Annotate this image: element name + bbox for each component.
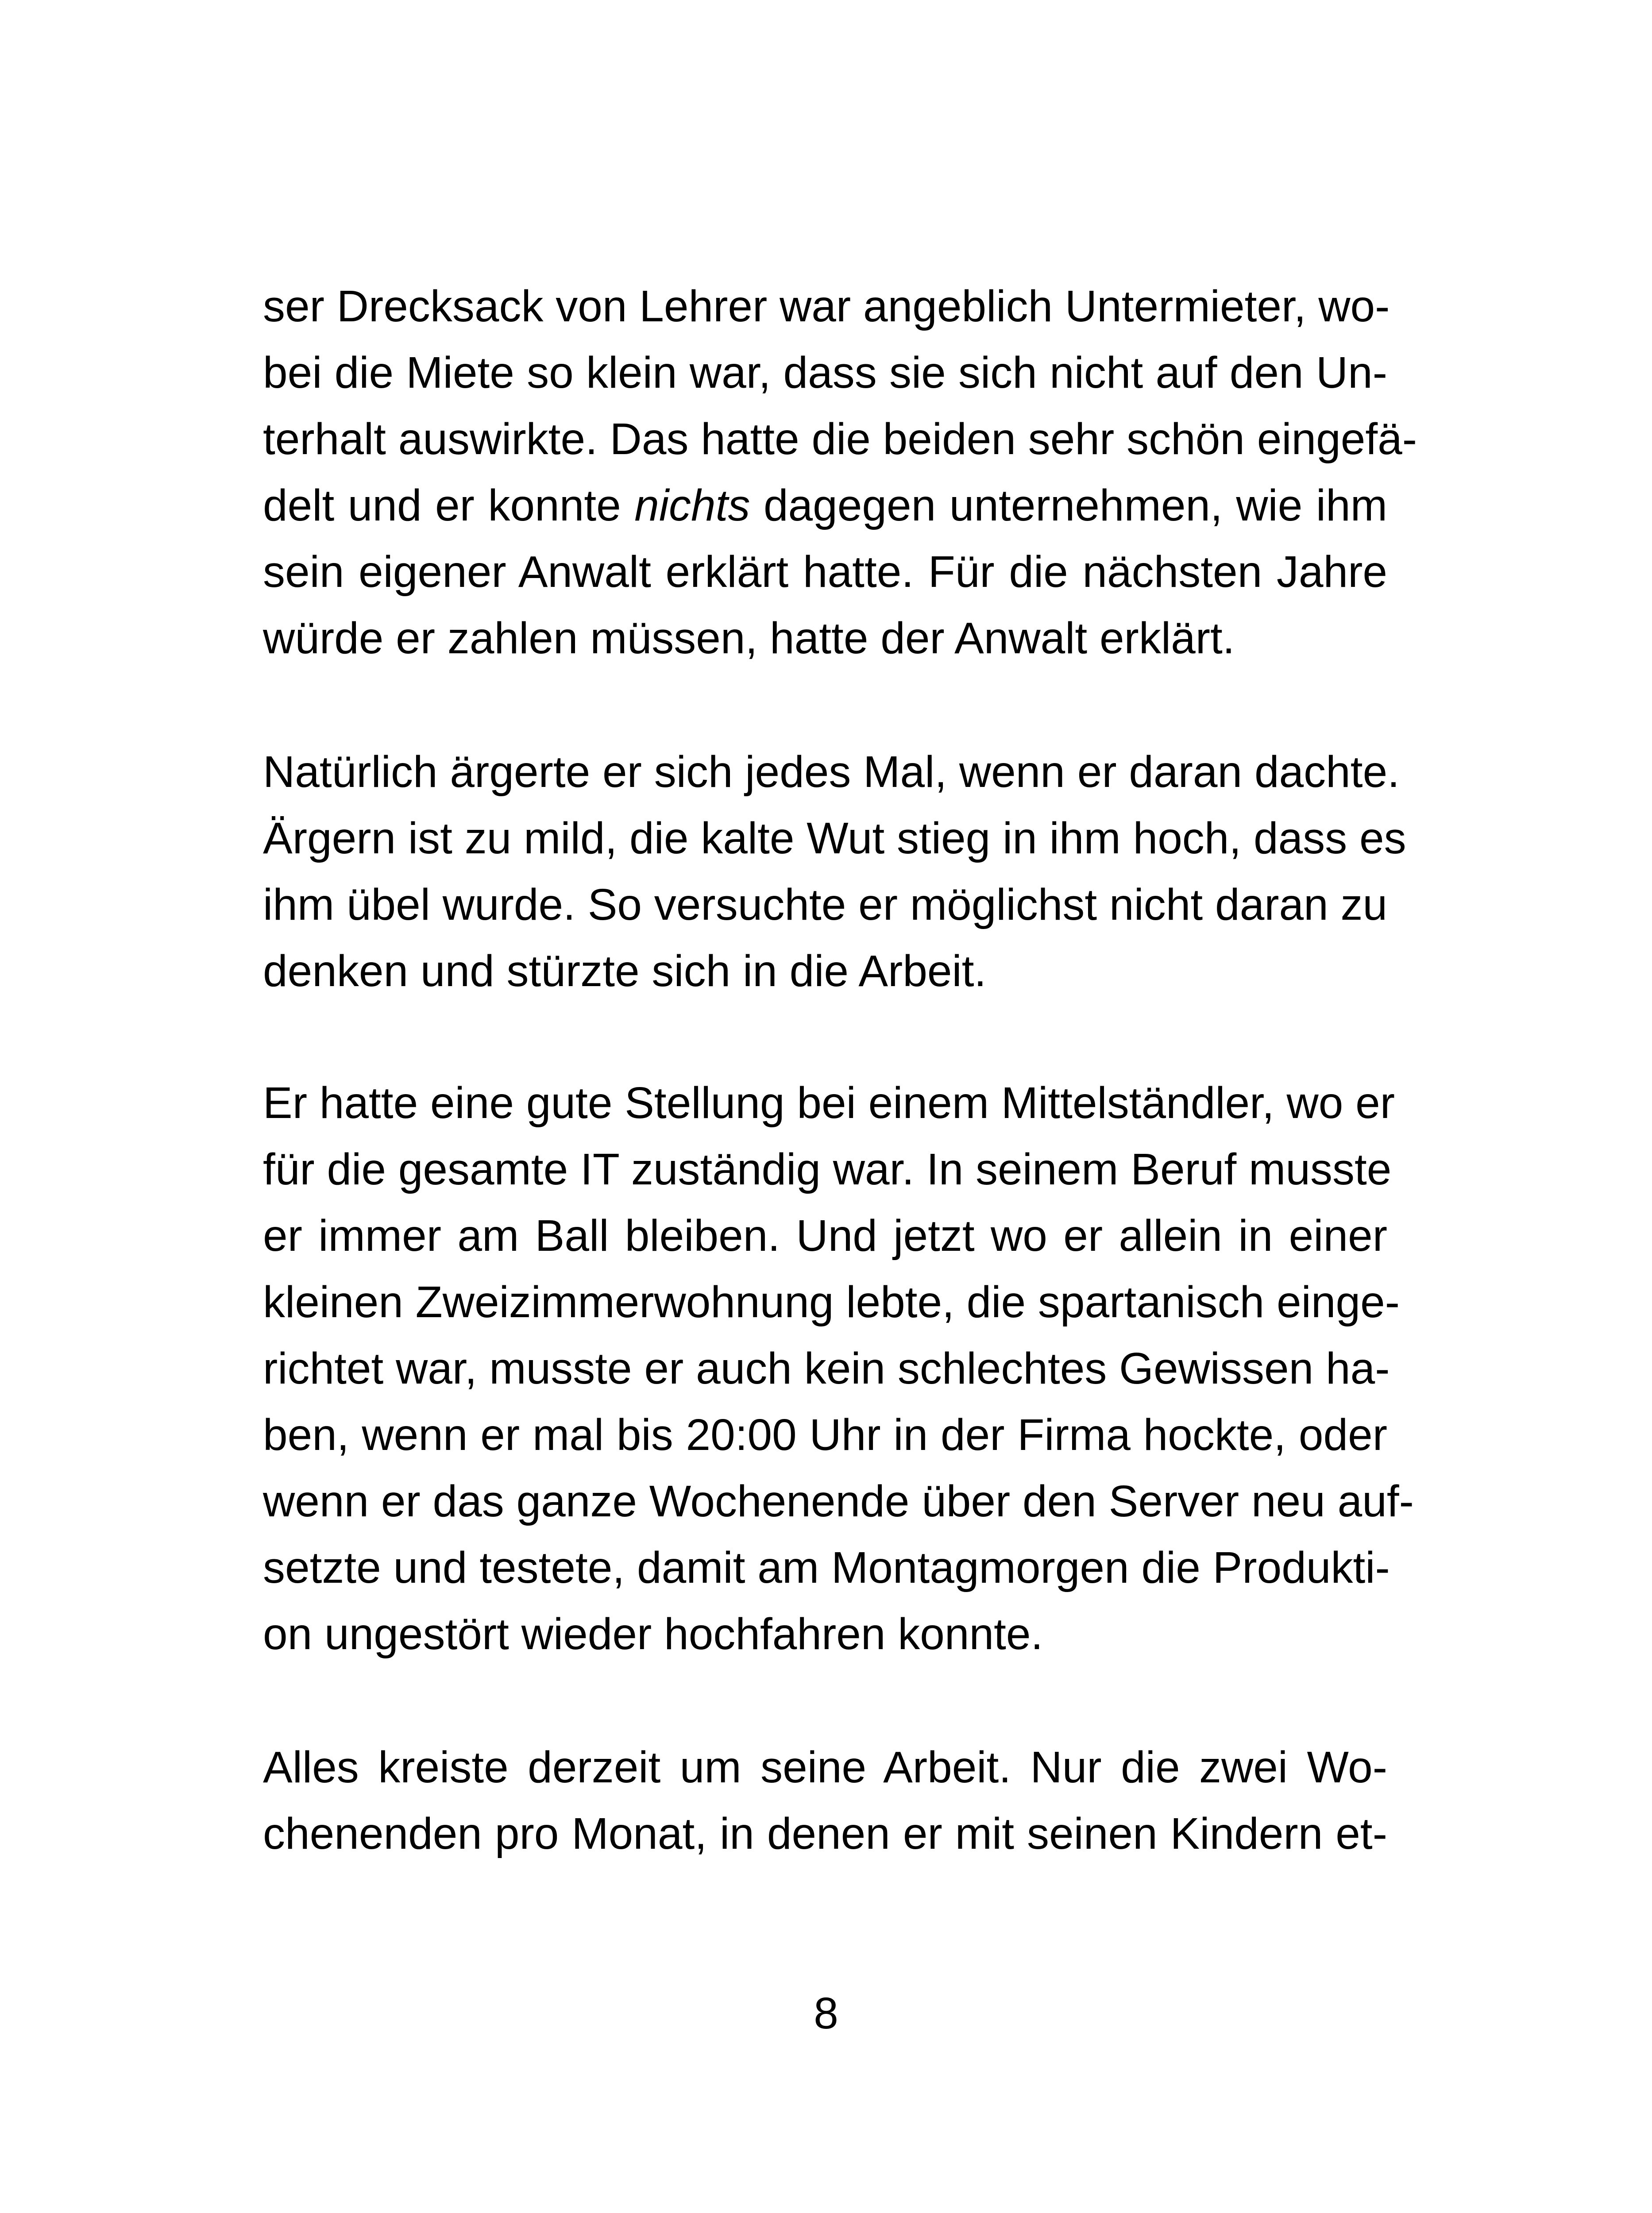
paragraph-2 [263, 739, 1406, 1004]
text-line: Natürlich ärgerte er sich jedes Mal, wenn er daran dachte. [263, 747, 1400, 797]
paragraph-4 [263, 1734, 1387, 1867]
page-number: 8 [814, 1989, 838, 2038]
text-line: er immer am Ball bleiben. Und jetzt wo er allein in einer [263, 1211, 1387, 1261]
text-line: setzte und testete, damit am Montagmorgen die Produkti- [263, 1543, 1390, 1592]
text-line: denken und stürzte sich in die Arbeit. [263, 946, 987, 996]
text-line: kleinen Zweizimmerwohnung lebte, die spartanisch einge- [263, 1277, 1400, 1327]
text-line: bei die Miete so klein war, dass sie sich nicht auf den Un- [263, 348, 1387, 397]
text-line-with-emphasis [263, 472, 1387, 539]
paragraph-3 [263, 1070, 1414, 1667]
text-segment: delt und er konnte [263, 481, 635, 530]
text-line: Alles kreiste derzeit um seine Arbeit. Nur die zwei Wo- [263, 1743, 1387, 1792]
text-line: ben, wenn er mal bis 20:00 Uhr in der Firma hockte, oder [263, 1410, 1387, 1460]
paragraph-1 [263, 273, 1417, 671]
text-line: ser Drecksack von Lehrer war angeblich Untermieter, wo- [263, 281, 1390, 331]
text-line: richtet war, musste er auch kein schlechtes Gewissen ha- [263, 1344, 1390, 1393]
text-line: terhalt auswirkte. Das hatte die beiden sehr schön eingefä- [263, 414, 1417, 464]
text-line: chenenden pro Monat, in denen er mit seinen Kindern et- [263, 1809, 1387, 1858]
text-line: Ärgern ist zu mild, die kalte Wut stieg in ihm hoch, dass es [263, 813, 1406, 863]
text-line: sein eigener Anwalt erklärt hatte. Für die nächsten Jahre [263, 547, 1387, 597]
text-line: ihm übel wurde. So versuchte er möglichst nicht daran zu [263, 880, 1388, 929]
text-line: wenn er das ganze Wochenende über den Server neu auf- [263, 1477, 1414, 1526]
text-line: on ungestört wieder hochfahren konnte. [263, 1609, 1043, 1659]
emphasized-word: nichts [634, 481, 750, 530]
text-segment: dagegen unternehmen, wie ihm [750, 481, 1387, 530]
text-line: Er hatte eine gute Stellung bei einem Mittelständler, wo er [263, 1078, 1395, 1128]
text-line: für die gesamte IT zuständig war. In seinem Beruf musste [263, 1145, 1392, 1194]
text-line: würde er zahlen müssen, hatte der Anwalt erklärt. [263, 613, 1235, 663]
